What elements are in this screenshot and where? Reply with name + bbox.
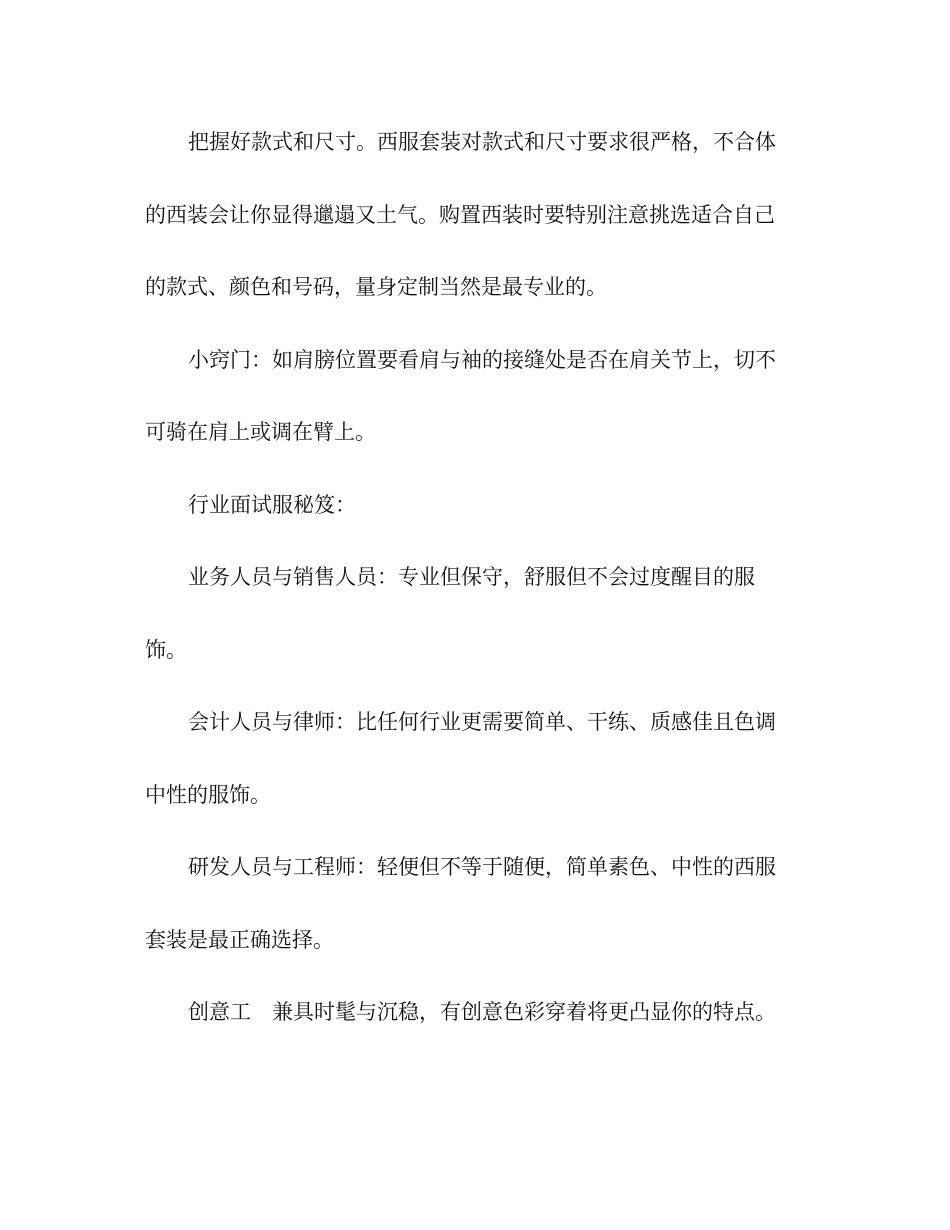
paragraph-line: 中性的服饰。 — [145, 782, 271, 807]
paragraph-line: 研发人员与工程师：轻便但不等于随便，简单素色、中性的西服 — [188, 855, 776, 879]
document-body — [145, 115, 800, 1058]
paragraph-line: 会计人员与律师：比任何行业更需要简单、干练、质感佳且色调 — [188, 710, 776, 734]
paragraph-line: 的西装会让你显得邋遢又土气。购置西装时要特别注意挑选适合自己 — [145, 202, 775, 227]
paragraph-line: 可骑在肩上或调在臂上。 — [145, 420, 376, 444]
paragraph-line: 创意工 兼具时髦与沉稳，有创意色彩穿着将更凸显你的特点。 — [188, 1000, 776, 1024]
paragraph-line: 套装是最正确选择。 — [145, 927, 334, 952]
paragraph-line: 业务人员与销售人员：专业但保守，舒服但不会过度醒目的服 — [188, 565, 755, 589]
paragraph-line: 把握好款式和尺寸。西服套装对款式和尺寸要求很严格，不合体 — [188, 130, 776, 154]
paragraph-line: 饰。 — [145, 637, 187, 662]
section-heading: 行业面试服秘笈： — [188, 492, 356, 517]
paragraph-line: 小窍门：如肩膀位置要看肩与袖的接缝处是否在肩关节上，切不 — [188, 347, 776, 372]
paragraph-line: 的款式、颜色和号码，量身定制当然是最专业的。 — [145, 275, 607, 299]
